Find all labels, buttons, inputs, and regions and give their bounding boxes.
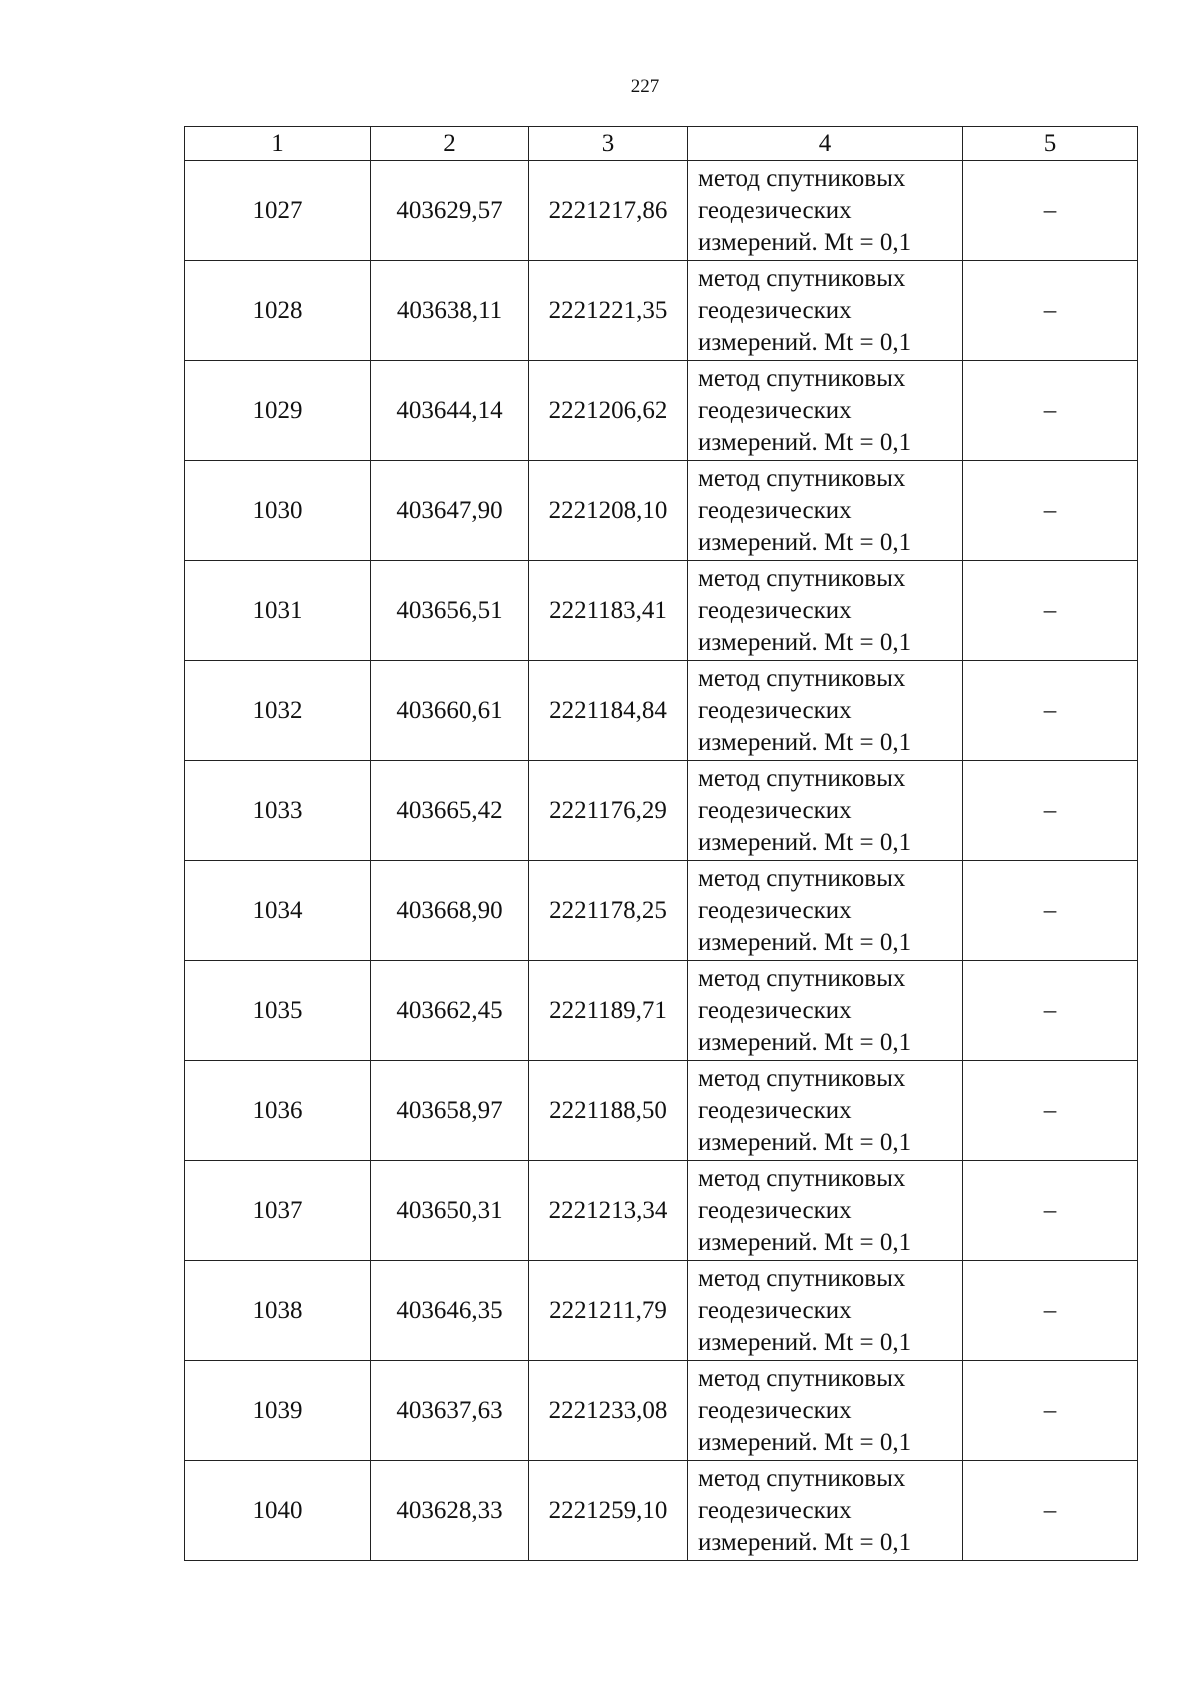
- method-cell: [688, 361, 963, 461]
- method-text-line: измерений. Mt = 0,1: [698, 428, 912, 456]
- method-cell: [688, 1061, 963, 1161]
- point-number-cell: 1040: [185, 1461, 371, 1561]
- point-number-cell: 1035: [185, 961, 371, 1061]
- note-cell: –: [963, 261, 1138, 361]
- method-text-line: геодезических: [698, 1196, 852, 1224]
- method-cell: [688, 661, 963, 761]
- table-row: [185, 661, 1138, 761]
- method-cell: [688, 461, 963, 561]
- point-number-cell: 1037: [185, 1161, 371, 1261]
- note-cell: –: [963, 1261, 1138, 1361]
- table-header: [185, 127, 1138, 161]
- method-cell: [688, 1161, 963, 1261]
- method-text-line: геодезических: [698, 196, 852, 224]
- method-text-line: метод спутниковых: [698, 764, 906, 792]
- header-row: [185, 127, 1138, 161]
- method-text-line: метод спутниковых: [698, 264, 906, 292]
- point-number-cell: 1038: [185, 1261, 371, 1361]
- table-row: [185, 1361, 1138, 1461]
- column-header-5: 5: [963, 127, 1138, 161]
- point-number-cell: 1030: [185, 461, 371, 561]
- method-text-line: метод спутниковых: [698, 664, 906, 692]
- note-cell: –: [963, 361, 1138, 461]
- note-cell: –: [963, 661, 1138, 761]
- method-text-line: измерений. Mt = 0,1: [698, 628, 912, 656]
- method-text-line: метод спутниковых: [698, 1164, 906, 1192]
- method-text-line: измерений. Mt = 0,1: [698, 1428, 912, 1456]
- table-row: [185, 561, 1138, 661]
- y-coordinate-cell: 2221176,29: [529, 761, 688, 861]
- method-text-line: измерений. Mt = 0,1: [698, 1028, 912, 1056]
- y-coordinate-cell: 2221213,34: [529, 1161, 688, 1261]
- table-row: [185, 861, 1138, 961]
- table-row: [185, 1461, 1138, 1561]
- method-cell: [688, 1261, 963, 1361]
- method-text-line: геодезических: [698, 496, 852, 524]
- method-text-line: метод спутниковых: [698, 1364, 906, 1392]
- method-text-line: метод спутниковых: [698, 1064, 906, 1092]
- x-coordinate-cell: 403668,90: [371, 861, 529, 961]
- page-number: 227: [630, 76, 660, 97]
- table-row: [185, 961, 1138, 1061]
- method-cell: [688, 761, 963, 861]
- column-header-2: 2: [371, 127, 529, 161]
- y-coordinate-cell: 2221183,41: [529, 561, 688, 661]
- method-text-line: измерений. Mt = 0,1: [698, 1228, 912, 1256]
- method-text-line: измерений. Mt = 0,1: [698, 828, 912, 856]
- method-text-line: метод спутниковых: [698, 864, 906, 892]
- x-coordinate-cell: 403656,51: [371, 561, 529, 661]
- method-cell: [688, 1461, 963, 1561]
- method-text-line: метод спутниковых: [698, 964, 906, 992]
- y-coordinate-cell: 2221178,25: [529, 861, 688, 961]
- method-cell: [688, 161, 963, 261]
- point-number-cell: 1036: [185, 1061, 371, 1161]
- method-text-line: измерений. Mt = 0,1: [698, 328, 912, 356]
- coordinates-table: [184, 126, 1138, 1561]
- x-coordinate-cell: 403662,45: [371, 961, 529, 1061]
- method-cell: [688, 561, 963, 661]
- method-text-line: геодезических: [698, 696, 852, 724]
- method-text-line: метод спутниковых: [698, 1464, 906, 1492]
- note-cell: –: [963, 1461, 1138, 1561]
- note-cell: –: [963, 961, 1138, 1061]
- method-text-line: измерений. Mt = 0,1: [698, 928, 912, 956]
- method-text-line: измерений. Mt = 0,1: [698, 1528, 912, 1556]
- x-coordinate-cell: 403658,97: [371, 1061, 529, 1161]
- table-row: [185, 161, 1138, 261]
- note-cell: –: [963, 1161, 1138, 1261]
- method-text-line: метод спутниковых: [698, 564, 906, 592]
- method-text-line: геодезических: [698, 396, 852, 424]
- column-header-4: 4: [688, 127, 963, 161]
- x-coordinate-cell: 403665,42: [371, 761, 529, 861]
- method-text-line: метод спутниковых: [698, 164, 906, 192]
- x-coordinate-cell: 403647,90: [371, 461, 529, 561]
- y-coordinate-cell: 2221211,79: [529, 1261, 688, 1361]
- x-coordinate-cell: 403650,31: [371, 1161, 529, 1261]
- note-cell: –: [963, 861, 1138, 961]
- y-coordinate-cell: 2221233,08: [529, 1361, 688, 1461]
- table-row: [185, 1061, 1138, 1161]
- method-text-line: метод спутниковых: [698, 1264, 906, 1292]
- method-text-line: геодезических: [698, 1496, 852, 1524]
- method-text-line: геодезических: [698, 896, 852, 924]
- point-number-cell: 1032: [185, 661, 371, 761]
- method-text-line: измерений. Mt = 0,1: [698, 528, 912, 556]
- method-text-line: геодезических: [698, 296, 852, 324]
- y-coordinate-cell: 2221217,86: [529, 161, 688, 261]
- method-text-line: метод спутниковых: [698, 364, 906, 392]
- method-text-line: измерений. Mt = 0,1: [698, 728, 912, 756]
- method-text-line: геодезических: [698, 1096, 852, 1124]
- method-text-line: измерений. Mt = 0,1: [698, 228, 912, 256]
- y-coordinate-cell: 2221221,35: [529, 261, 688, 361]
- table-row: [185, 361, 1138, 461]
- method-cell: [688, 1361, 963, 1461]
- table-row: [185, 761, 1138, 861]
- note-cell: –: [963, 161, 1138, 261]
- method-cell: [688, 961, 963, 1061]
- point-number-cell: 1039: [185, 1361, 371, 1461]
- x-coordinate-cell: 403646,35: [371, 1261, 529, 1361]
- point-number-cell: 1027: [185, 161, 371, 261]
- method-cell: [688, 861, 963, 961]
- y-coordinate-cell: 2221206,62: [529, 361, 688, 461]
- x-coordinate-cell: 403628,33: [371, 1461, 529, 1561]
- x-coordinate-cell: 403644,14: [371, 361, 529, 461]
- y-coordinate-cell: 2221189,71: [529, 961, 688, 1061]
- table-row: [185, 461, 1138, 561]
- method-text-line: геодезических: [698, 1296, 852, 1324]
- note-cell: –: [963, 1061, 1138, 1161]
- method-text-line: геодезических: [698, 796, 852, 824]
- y-coordinate-cell: 2221184,84: [529, 661, 688, 761]
- point-number-cell: 1034: [185, 861, 371, 961]
- method-text-line: геодезических: [698, 596, 852, 624]
- note-cell: –: [963, 561, 1138, 661]
- y-coordinate-cell: 2221208,10: [529, 461, 688, 561]
- note-cell: –: [963, 761, 1138, 861]
- point-number-cell: 1033: [185, 761, 371, 861]
- table-row: [185, 1261, 1138, 1361]
- y-coordinate-cell: 2221259,10: [529, 1461, 688, 1561]
- method-text-line: метод спутниковых: [698, 464, 906, 492]
- method-text-line: геодезических: [698, 996, 852, 1024]
- method-text-line: измерений. Mt = 0,1: [698, 1128, 912, 1156]
- x-coordinate-cell: 403660,61: [371, 661, 529, 761]
- point-number-cell: 1031: [185, 561, 371, 661]
- note-cell: –: [963, 1361, 1138, 1461]
- table-row: [185, 261, 1138, 361]
- point-number-cell: 1028: [185, 261, 371, 361]
- point-number-cell: 1029: [185, 361, 371, 461]
- method-text-line: геодезических: [698, 1396, 852, 1424]
- x-coordinate-cell: 403629,57: [371, 161, 529, 261]
- table-body: [185, 161, 1138, 1561]
- note-cell: –: [963, 461, 1138, 561]
- x-coordinate-cell: 403638,11: [371, 261, 529, 361]
- column-header-3: 3: [529, 127, 688, 161]
- x-coordinate-cell: 403637,63: [371, 1361, 529, 1461]
- table-row: [185, 1161, 1138, 1261]
- method-cell: [688, 261, 963, 361]
- y-coordinate-cell: 2221188,50: [529, 1061, 688, 1161]
- method-text-line: измерений. Mt = 0,1: [698, 1328, 912, 1356]
- column-header-1: 1: [185, 127, 371, 161]
